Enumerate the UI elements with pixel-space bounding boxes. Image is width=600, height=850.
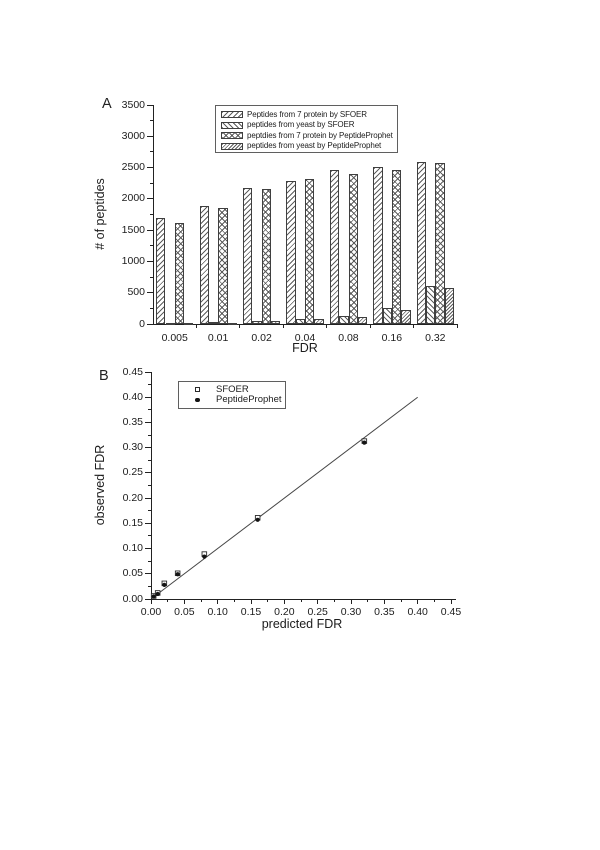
y-tick-label: 0.20 <box>122 491 143 504</box>
x-tick-label: 0.35 <box>374 606 395 618</box>
x-tick <box>326 324 327 328</box>
legend-label: PeptideProphet <box>216 394 282 406</box>
y-minor-tick <box>148 561 151 562</box>
scatter-point-peptideprophet <box>176 572 180 576</box>
x-tick-label: 0.02 <box>251 332 272 344</box>
open-square-marker-icon <box>195 387 200 392</box>
y-tick <box>145 523 151 524</box>
y-tick-label: 1000 <box>121 254 145 267</box>
y-tick-label: 3500 <box>121 98 145 111</box>
x-tick-label: 0.00 <box>140 606 162 618</box>
x-tick <box>283 324 284 328</box>
panel-b-legend <box>178 381 286 409</box>
x-tick <box>451 599 452 604</box>
x-minor-tick <box>367 599 368 602</box>
y-tick-label: 0 <box>139 317 145 330</box>
x-tick <box>251 599 252 604</box>
y-tick <box>145 599 151 600</box>
bar <box>314 319 323 324</box>
y-minor-tick <box>150 308 153 309</box>
y-tick <box>147 261 153 262</box>
x-tick-label: 0.10 <box>207 606 228 618</box>
y-tick <box>147 105 153 106</box>
y-tick-label: 2500 <box>121 161 145 174</box>
scatter-point-peptideprophet <box>162 583 166 587</box>
x-minor-tick <box>301 599 302 602</box>
x-tick <box>217 599 218 604</box>
legend-swatch <box>221 111 243 118</box>
scatter-point-peptideprophet <box>202 555 206 559</box>
y-tick <box>147 167 153 168</box>
x-tick <box>413 324 414 328</box>
bar <box>426 286 435 324</box>
x-tick <box>351 599 352 604</box>
y-minor-tick <box>148 460 151 461</box>
bar <box>296 319 305 324</box>
y-tick-label: 0.15 <box>122 516 143 529</box>
bar <box>262 189 271 324</box>
y-minor-tick <box>148 485 151 486</box>
y-tick <box>145 397 151 398</box>
y-minor-tick <box>150 183 153 184</box>
legend-item <box>216 141 397 151</box>
legend-swatch <box>221 132 243 139</box>
panel-b-x-axis-title: predicted FDR <box>261 617 343 631</box>
legend-label: peptdies from 7 protein by PeptideProphet <box>247 130 393 140</box>
y-minor-tick <box>148 384 151 385</box>
y-tick-label: 500 <box>127 286 145 299</box>
legend-item <box>216 110 397 120</box>
y-tick-label: 0.40 <box>122 390 143 403</box>
x-minor-tick <box>267 599 268 602</box>
x-tick <box>384 599 385 604</box>
scatter-point-peptideprophet <box>362 441 366 445</box>
panel-b-label: B <box>99 368 109 384</box>
y-minor-tick <box>148 409 151 410</box>
y-minor-tick <box>150 214 153 215</box>
x-tick-label: 0.45 <box>440 606 462 618</box>
x-tick <box>151 599 152 604</box>
bar <box>271 321 280 324</box>
x-tick-label: 0.08 <box>338 332 359 344</box>
x-tick-label: 0.30 <box>340 606 362 618</box>
x-tick-label: 0.04 <box>294 332 316 344</box>
bar <box>349 174 358 324</box>
y-tick-label: 0.45 <box>122 365 143 378</box>
y-tick-label: 0.05 <box>122 567 143 580</box>
x-tick-label: 0.40 <box>407 606 428 618</box>
reference-line <box>153 397 418 597</box>
bar <box>228 323 237 325</box>
legend-item <box>216 131 397 141</box>
y-tick <box>145 498 151 499</box>
y-tick-label: 0.10 <box>122 542 143 555</box>
y-minor-tick <box>148 510 151 511</box>
x-tick-label: 0.01 <box>207 332 229 344</box>
bar <box>401 310 410 324</box>
scatter-point-peptideprophet <box>256 518 260 522</box>
y-tick-label: 0.00 <box>122 592 143 605</box>
panel-a-label: A <box>102 96 112 112</box>
legend-label: peptides from yeast by PeptideProphet <box>247 141 382 151</box>
y-tick <box>145 573 151 574</box>
bar <box>339 316 348 324</box>
legend-swatch <box>221 122 243 129</box>
y-tick <box>147 230 153 231</box>
x-tick-label: 0.05 <box>174 606 195 618</box>
legend-item <box>179 395 285 405</box>
scatter-point-peptideprophet <box>152 594 156 598</box>
panel-b-y-axis-title: observed FDR <box>93 444 107 526</box>
x-tick-label: 0.15 <box>240 606 262 618</box>
y-minor-tick <box>150 277 153 278</box>
y-tick <box>147 198 153 199</box>
x-tick-label: 0.32 <box>425 332 446 344</box>
y-minor-tick <box>148 435 151 436</box>
y-tick-label: 0.30 <box>122 441 143 454</box>
bar <box>417 162 426 324</box>
bar <box>200 206 209 324</box>
x-minor-tick <box>234 599 235 602</box>
bar <box>445 288 454 324</box>
y-tick <box>147 292 153 293</box>
x-tick <box>239 324 240 328</box>
x-tick <box>417 599 418 604</box>
y-minor-tick <box>148 535 151 536</box>
bar <box>305 179 314 324</box>
filled-circle-marker-icon <box>195 398 200 403</box>
bar <box>392 170 401 324</box>
panel-a-x-axis-title: FDR <box>292 341 318 355</box>
x-tick-label: 0.25 <box>307 606 328 618</box>
bar <box>184 323 193 325</box>
x-tick-label: 0.20 <box>274 606 295 618</box>
x-tick <box>457 324 458 328</box>
x-tick <box>317 599 318 604</box>
bar <box>166 323 175 325</box>
x-minor-tick <box>167 599 168 602</box>
bar <box>373 167 382 324</box>
legend-label: Peptides from 7 protein by SFOER <box>247 109 367 119</box>
y-tick-label: 0.25 <box>122 466 143 479</box>
bar <box>330 170 339 324</box>
y-tick <box>145 372 151 373</box>
y-tick <box>145 548 151 549</box>
bar <box>252 321 261 324</box>
y-tick-label: 0.35 <box>122 415 143 428</box>
x-minor-tick <box>201 599 202 602</box>
panel-a-y-axis-title: # of peptides <box>93 178 107 250</box>
bar <box>358 317 367 324</box>
bar <box>435 163 444 324</box>
y-tick <box>145 472 151 473</box>
scatter-point-peptideprophet <box>156 592 160 596</box>
panel-a-legend <box>215 105 398 153</box>
x-minor-tick <box>401 599 402 602</box>
bar <box>243 188 252 324</box>
y-tick <box>145 422 151 423</box>
legend-swatch <box>221 143 243 150</box>
bar <box>286 181 295 324</box>
legend-label: SFOER <box>216 383 249 395</box>
x-tick-label: 0.005 <box>161 332 188 344</box>
bar <box>218 208 227 324</box>
bar <box>209 322 218 324</box>
legend-item <box>216 120 397 130</box>
y-minor-tick <box>150 151 153 152</box>
bar <box>383 308 392 324</box>
y-tick <box>147 324 153 325</box>
y-tick-label: 2000 <box>121 192 145 205</box>
legend-label: peptides from yeast by SFOER <box>247 120 355 130</box>
x-tick <box>284 599 285 604</box>
y-tick-label: 1500 <box>121 223 145 236</box>
y-minor-tick <box>150 120 153 121</box>
x-tick <box>370 324 371 328</box>
y-tick <box>145 447 151 448</box>
x-minor-tick <box>434 599 435 602</box>
x-tick-label: 0.16 <box>381 332 403 344</box>
bar <box>156 218 165 324</box>
x-tick <box>184 599 185 604</box>
y-tick <box>147 136 153 137</box>
x-tick <box>196 324 197 328</box>
y-tick-label: 3000 <box>121 129 145 142</box>
y-minor-tick <box>148 586 151 587</box>
bar <box>175 223 184 324</box>
y-minor-tick <box>150 245 153 246</box>
x-minor-tick <box>334 599 335 602</box>
legend-item <box>179 385 285 395</box>
